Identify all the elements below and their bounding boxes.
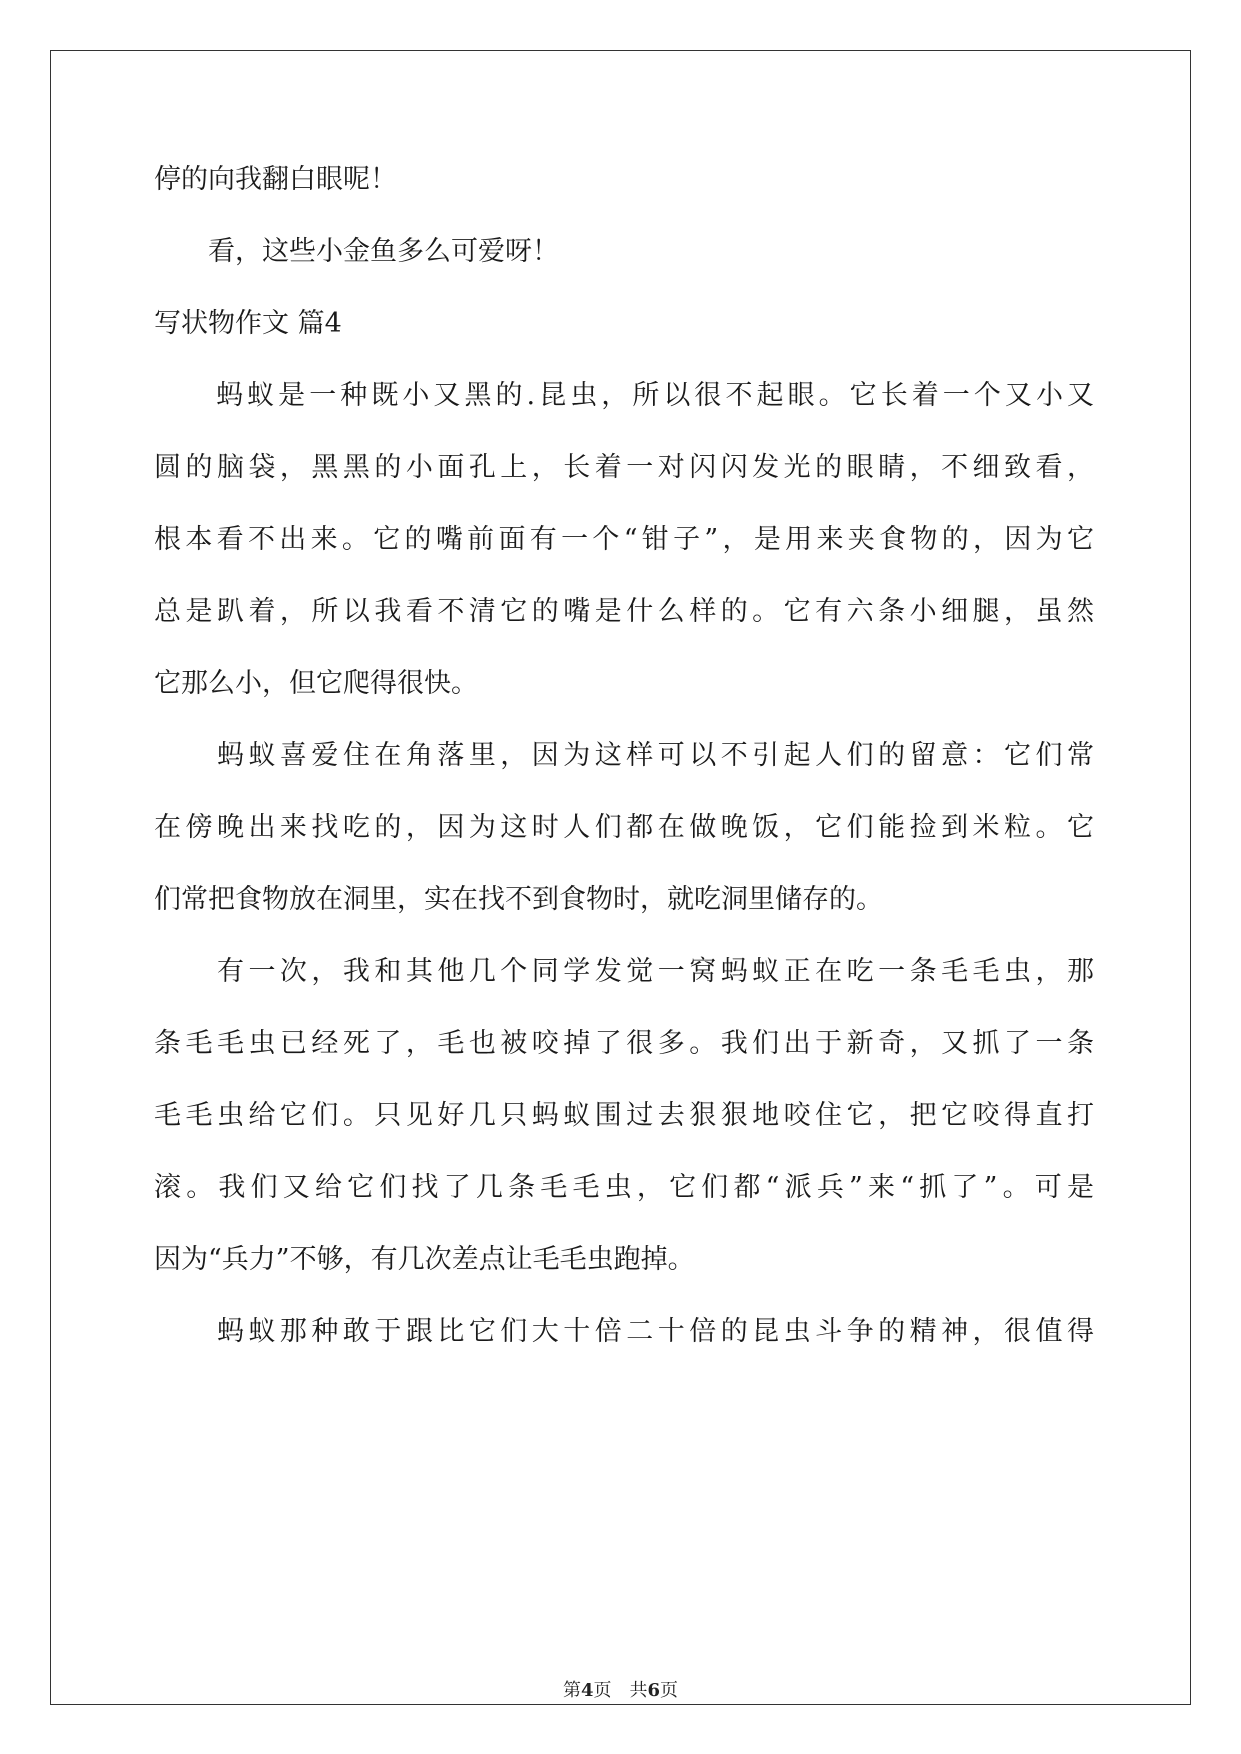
text-line: 根本看不出来。它的嘴前面有一个“钳子”，是用来夹食物的，因为它 bbox=[154, 524, 1094, 555]
text-line: 滚。我们又给它们找了几条毛毛虫，它们都“派兵”来“抓了”。可是 bbox=[154, 1172, 1094, 1203]
text-line: 总是趴着，所以我看不清它的嘴是什么样的。它有六条小细腿，虽然 bbox=[154, 596, 1094, 627]
footer-prefix: 第 bbox=[562, 1680, 581, 1701]
text-line: 蚂蚁喜爱住在角落里，因为这样可以不引起人们的留意：它们常 bbox=[154, 740, 1094, 771]
section-heading: 写状物作文 篇4 bbox=[154, 308, 342, 339]
text-line: 毛毛虫给它们。只见好几只蚂蚁围过去狠狠地咬住它，把它咬得直打 bbox=[154, 1100, 1094, 1131]
text-line: 在傍晚出来找吃的，因为这时人们都在做晚饭，它们能捡到米粒。它 bbox=[154, 812, 1094, 843]
text-line: 条毛毛虫已经死了，毛也被咬掉了很多。我们出于新奇，又抓了一条 bbox=[154, 1028, 1094, 1059]
page-footer bbox=[0, 1676, 1241, 1702]
text-line: 有一次，我和其他几个同学发觉一窝蚂蚁正在吃一条毛毛虫，那 bbox=[154, 956, 1094, 987]
text-line: 因为“兵力”不够，有几次差点让毛毛虫跑掉。 bbox=[154, 1244, 695, 1275]
text-line: 们常把食物放在洞里，实在找不到食物时，就吃洞里储存的。 bbox=[154, 884, 883, 915]
footer-suffix: 页 bbox=[660, 1680, 679, 1701]
text-line: 停的向我翻白眼呢！ bbox=[154, 164, 397, 195]
text-line: 它那么小，但它爬得很快。 bbox=[154, 668, 478, 699]
text-line: 蚂蚁是一种既小又黑的.昆虫，所以很不起眼。它长着一个又小又 bbox=[154, 380, 1094, 411]
text-line: 圆的脑袋，黑黑的小面孔上，长着一对闪闪发光的眼睛，不细致看， bbox=[154, 452, 1094, 483]
page-border bbox=[50, 50, 1191, 1705]
total-pages-number: 6 bbox=[647, 1680, 661, 1701]
text-line: 蚂蚁那种敢于跟比它们大十倍二十倍的昆虫斗争的精神，很值得 bbox=[154, 1316, 1094, 1347]
text-line: 看，这些小金鱼多么可爱呀！ bbox=[154, 236, 559, 267]
footer-middle: 页 共 bbox=[593, 1680, 648, 1701]
current-page-number: 4 bbox=[580, 1680, 594, 1701]
